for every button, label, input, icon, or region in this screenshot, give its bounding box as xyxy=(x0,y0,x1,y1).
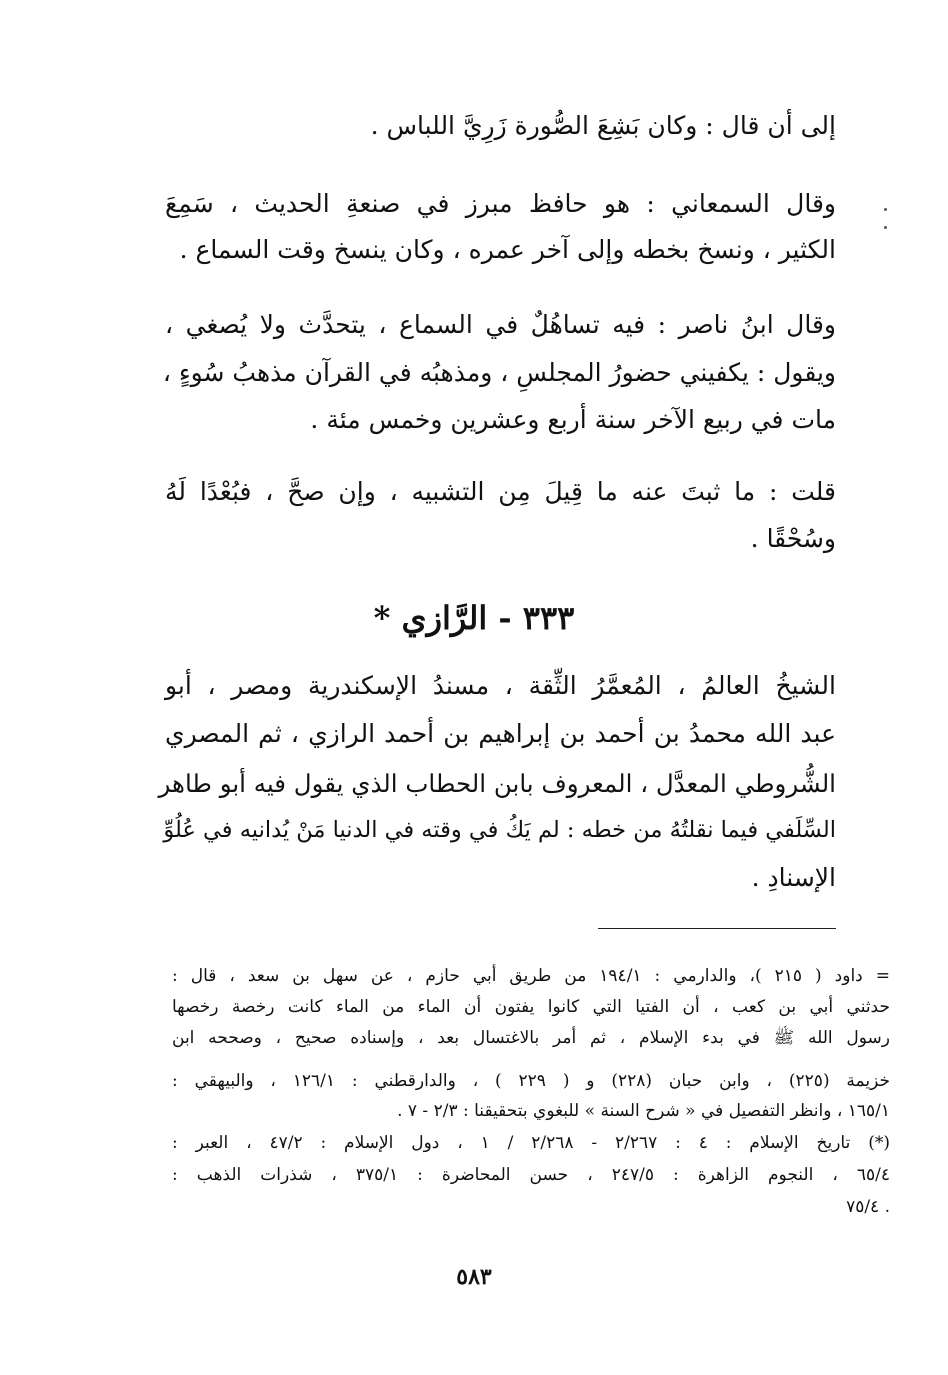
page-number: ٥٨٣ xyxy=(456,1264,492,1290)
text-line: الكثير ، ونسخ بخطه وإلى آخر عمره ، وكان ينسخ وقت السماع . xyxy=(179,235,836,264)
text-line: الإسنادِ . xyxy=(751,863,836,892)
text-line: الشُّروطي المعدَّل ، المعروف بابن الحطاب الذي يقول فيه أبو طاهر xyxy=(158,769,836,798)
footnote-line: (*) تاريخ الإسلام : ٤ : ٢/٢٦٧ - ٢/٢٦٨ / ١ ، دول الإسلام : ٤٧/٢ ، العبر : xyxy=(172,1133,890,1153)
footnote-line: خزيمة (٢٢٥) ، وابن حبان (٢٢٨) و ( ٢٢٩ ) ، والدارقطني : ١٢٦/١ ، والبيهقي : xyxy=(172,1071,890,1091)
footnote-line: ١٦٥/١ ، وانظر التفصيل في « شرح السنة » للبغوي بتحقيقنا : ٢/٣ - ٧ . xyxy=(397,1101,890,1121)
text-line: وسُحْقًا . xyxy=(750,524,836,553)
text-line: وقال ابنُ ناصر : فيه تساهُلٌ في السماع ، يتحدَّث ولا يُصغي ، xyxy=(165,310,836,339)
footnote-line: = داود ( ٢١٥ )، والدارمي : ١٩٤/١ من طريق أبي حازم ، عن سهل بن سعد ، قال : xyxy=(172,966,890,986)
footnote-line: رسول الله ﷺ في بدء الإسلام ، ثم أمر بالاغتسال بعد ، وإسناده صحيح ، وصححه ابن xyxy=(172,1028,890,1048)
entry-heading: ٣٣٣ - الرَّازي * xyxy=(373,599,575,637)
text-line: مات في ربيع الآخر سنة أربع وعشرين وخمس مئة . xyxy=(310,405,836,434)
footnote-line: ٧٥/٤ . xyxy=(846,1197,890,1217)
scan-speck xyxy=(884,208,887,211)
text-line: السِّلَفي فيما نقلتُهُ من خطه : لم يَكُ في وقته في الدنيا مَنْ يُدانيه في عُلُوِّ xyxy=(163,817,836,843)
text-line: وقال السمعاني : هو حافظ مبرز في صنعةِ الحديث ، سَمِعَ xyxy=(165,189,836,218)
scan-speck xyxy=(884,226,887,229)
text-line: عبد الله محمدُ بن أحمد بن إبراهيم بن أحمد الرازي ، ثم المصري xyxy=(165,719,836,748)
text-line: قلت : ما ثبتَ عنه ما قِيلَ مِن التشبيه ، وإن صحَّ ، فبُعْدًا لَهُ xyxy=(165,477,836,506)
footnote-separator xyxy=(598,928,836,929)
text-line: إلى أن قال : وكان بَشِعَ الصُّورة زَرِيَّ اللباس . xyxy=(370,111,836,140)
footnote-line: ٦٥/٤ ، النجوم الزاهرة : ٢٤٧/٥ ، حسن المحاضرة : ٣٧٥/١ ، شذرات الذهب : xyxy=(172,1165,890,1185)
footnote-line: حدثني أبي بن كعب ، أن الفتيا التي كانوا يفتون أن الماء من الماء كانت رخصة رخصها xyxy=(172,997,890,1017)
text-line: الشيخُ العالمُ ، المُعمَّرُ الثِّقة ، مسندُ الإسكندرية ومصر ، أبو xyxy=(165,671,836,700)
text-line: ويقول : يكفيني حضورُ المجلسِ ، ومذهبُه في القرآن مذهبُ سُوءٍ ، xyxy=(162,358,836,387)
